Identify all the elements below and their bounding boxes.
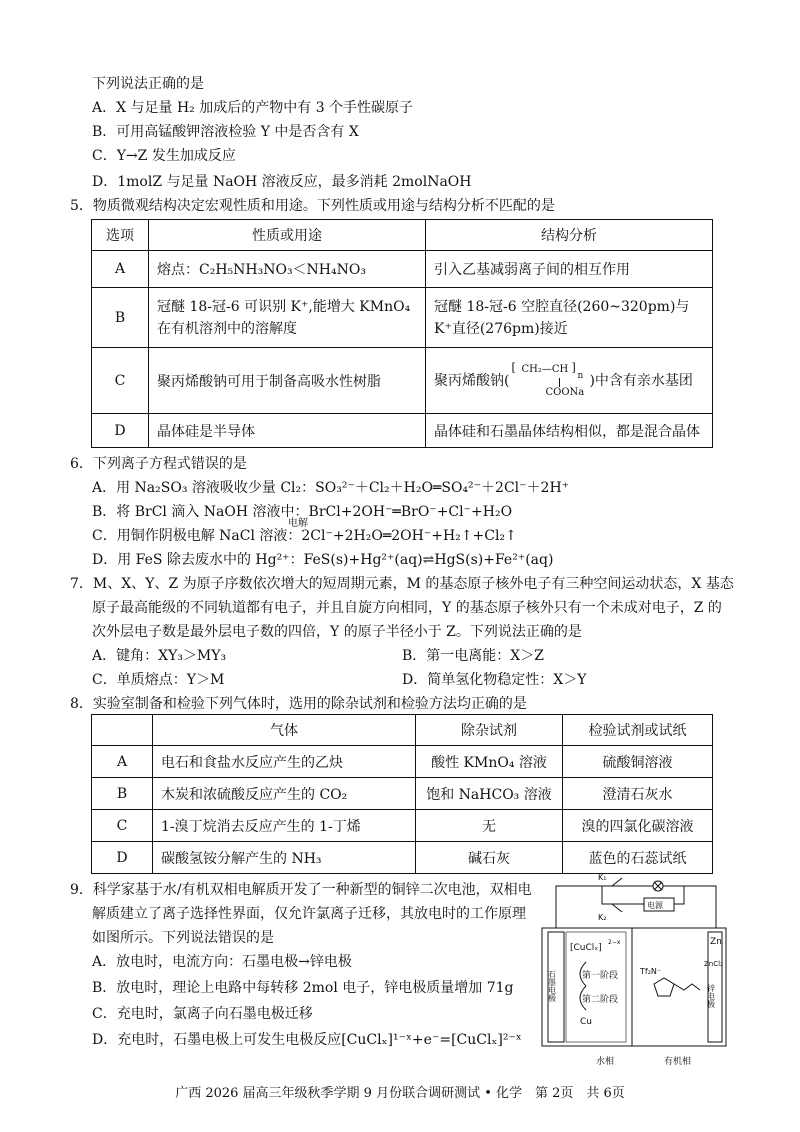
q7-line-3: 次外层电子数是最外层电子数的四倍，Y 的原子半径小于 Z。下列说法正确的是 xyxy=(92,624,582,640)
complex-charge-label: 2−x xyxy=(608,939,621,946)
q6-stem: 6．下列离子方程式错误的是 xyxy=(70,456,247,472)
q8-row-test: 蓝色的石蕊试纸 xyxy=(563,842,713,874)
q5-analysis-suffix: )中含有亲水基团 xyxy=(589,372,693,389)
q5-header-option: 选项 xyxy=(92,220,149,251)
q7-line-1: 7．M、X、Y、Z 为原子序数依次增大的短周期元素，M 的基态原子核外电子有三种空间运动状态，X 基态 xyxy=(70,576,734,592)
q8-row-gas: 1-溴丁烷消去反应产生的 1-丁烯 xyxy=(153,810,416,842)
q8-row-option: A xyxy=(92,746,153,778)
q9-option-a: A．放电时，电流方向：石墨电极→锌电极 xyxy=(92,954,352,970)
q8-row-removal: 无 xyxy=(416,810,563,842)
power-source-label: 电源 xyxy=(647,901,663,910)
formula-bottom: COONa xyxy=(545,386,585,398)
q5-row-option: D xyxy=(92,414,149,448)
stage1-label: 第一阶段 xyxy=(582,971,619,981)
q8-header-row xyxy=(92,715,713,746)
zn-label: Zn xyxy=(710,937,722,947)
complex-label: [CuClₓ] xyxy=(570,943,602,953)
k1-label: K₁ xyxy=(598,874,607,882)
q5-row-analysis: 引入乙基减弱离子间的相互作用 xyxy=(426,251,713,288)
graphite-label-text: 石墨电极 xyxy=(547,970,557,1002)
electrolysis-label: 电解 xyxy=(288,518,308,529)
q8-row-gas: 木炭和浓硫酸反应产生的 CO₂ xyxy=(153,778,416,810)
q5-row-property: 聚丙烯酸钠可用于制备高吸水性树脂 xyxy=(149,348,426,414)
q8-row-test: 硫酸铜溶液 xyxy=(563,746,713,778)
q8-header-option xyxy=(92,715,153,746)
q4-intro: 下列说法正确的是 xyxy=(92,76,204,92)
q5-row-property: 熔点：C₂H₅NH₃NO₃＜NH₄NO₃ xyxy=(149,251,426,288)
stage2-label: 第二阶段 xyxy=(582,995,619,1005)
q7-option-d: D．简单氢化物稳定性：X＞Y xyxy=(402,672,587,688)
alkyl-chain xyxy=(674,984,700,990)
q8-table xyxy=(91,714,713,874)
circuit-wire-top xyxy=(556,886,716,928)
q5-row xyxy=(92,348,713,414)
zinc-label-text: 锌电极 xyxy=(706,984,716,1008)
q9-line-1: 9．科学家基于水/有机双相电解质开发了一种新型的铜锌二次电池，双相电 xyxy=(70,882,532,898)
q4-option-b: B．可用高锰酸钾溶液检验 Y 中是否含有 X xyxy=(92,124,359,140)
imidazolium-ring xyxy=(654,978,674,996)
q5-stem: 5．物质微观结构决定宏观性质和用途。下列性质或用途与结构分析不匹配的是 xyxy=(70,198,555,214)
q5-table xyxy=(91,219,713,448)
q9-line-3: 如图所示。下列说法错误的是 xyxy=(92,930,274,946)
q8-row-gas: 碳酸氢铵分解产生的 NH₃ xyxy=(153,842,416,874)
q8-row xyxy=(92,778,713,810)
q9-option-b: B．放电时，理论上电路中每转移 2mol 电子，锌电极质量增加 71g xyxy=(92,980,514,996)
q6-option-a: A．用 Na₂SO₃ 溶液吸收少量 Cl₂：SO₃²⁻＋Cl₂＋H₂O═SO₄²⁻＋2Cl⁻＋2H⁺ xyxy=(92,480,570,496)
q9-option-d: D．充电时，石墨电极上可发生电极反应[CuClₓ]¹⁻ˣ+e⁻=[CuClₓ]²⁻ˣ xyxy=(92,1032,522,1048)
q8-row-option: C xyxy=(92,810,153,842)
q4-option-c: C．Y→Z 发生加成反应 xyxy=(92,148,236,164)
organic-phase-label: 有机相 xyxy=(664,1057,692,1067)
zncl2-label: ZnCl₂ xyxy=(704,960,723,968)
switch-k2 xyxy=(612,904,622,912)
q6-option-d: D．用 FeS 除去废水中的 Hg²⁺：FeS(s)+Hg²⁺(aq)⇌HgS(s)+Fe²⁺(aq) xyxy=(92,552,554,568)
battery-diagram xyxy=(536,874,732,1074)
q5-row-analysis: 晶体硅和石墨晶体结构相似，都是混合晶体 xyxy=(426,414,713,448)
q4-option-a: A．X 与足量 H₂ 加成后的产物中有 3 个手性碳原子 xyxy=(92,100,414,116)
q5-row xyxy=(92,288,713,348)
q8-row-test: 溴的四氯化碳溶液 xyxy=(563,810,713,842)
aqueous-phase-label: 水相 xyxy=(596,1057,615,1067)
formula-subscript: n xyxy=(577,370,584,381)
switch-k1 xyxy=(612,878,622,886)
q6-option-b: B．将 BrCl 滴入 NaOH 溶液中：BrCl+2OH⁻═BrO⁻+Cl⁻+H₂O xyxy=(92,504,513,520)
q8-header-removal: 除杂试剂 xyxy=(416,715,563,746)
q9-line-2: 解质建立了离子选择性界面，仅允许氯离子迁移，其放电时的工作原理 xyxy=(92,906,526,922)
q7-option-a: A．键角：XY₃＞MY₃ xyxy=(92,648,227,664)
q5-row-option: A xyxy=(92,251,149,288)
q5-row-property: 冠醚 18-冠-6 可识别 K⁺,能增大 KMnO₄ 在有机溶剂中的溶解度 xyxy=(149,288,426,348)
page-footer: 广西 2026 届高三年级秋季学期 9 月份联合调研测试 • 化学 第 2页 共 6页 xyxy=(175,1086,625,1101)
q8-row xyxy=(92,842,713,874)
q4-option-d: D．1molZ 与足量 NaOH 溶液反应，最多消耗 2molNaOH xyxy=(92,174,472,190)
q8-row-removal: 酸性 KMnO₄ 溶液 xyxy=(416,746,563,778)
q5-row xyxy=(92,414,713,448)
q5-row-analysis xyxy=(426,348,713,414)
zinc-electrode-label xyxy=(707,983,716,1009)
q6-option-c: C．用铜作阴极电解 NaCl 溶液：2Cl⁻+2H₂O═2OH⁻+H₂↑+Cl₂↑ xyxy=(92,528,517,544)
q8-row-removal: 饱和 NaHCO₃ 溶液 xyxy=(416,778,563,810)
formula-top: CH₂—CH xyxy=(521,363,569,375)
graphite-electrode-label xyxy=(548,970,557,1003)
q5-row-property: 晶体硅是半导体 xyxy=(149,414,426,448)
q5-row-option: C xyxy=(92,348,149,414)
q8-header-test: 检验试剂或试纸 xyxy=(563,715,713,746)
q5-header-row xyxy=(92,220,713,251)
cu-label: Cu xyxy=(580,1017,592,1027)
q8-row-removal: 碱石灰 xyxy=(416,842,563,874)
q5-row-option: B xyxy=(92,288,149,348)
q5-header-property: 性质或用途 xyxy=(149,220,426,251)
q8-row-option: B xyxy=(92,778,153,810)
q8-header-gas: 气体 xyxy=(153,715,416,746)
q7-line-2: 原子最高能级的不同轨道都有电子，并且自旋方向相同，Y 的基态原子核外只有一个未成对电子，Z 的 xyxy=(92,600,722,616)
q7-option-b: B．第一电离能：X＞Z xyxy=(402,648,544,664)
q8-row-test: 澄清石灰水 xyxy=(563,778,713,810)
q5-analysis-prefix: 聚丙烯酸钠( xyxy=(434,372,510,389)
q9-option-c: C．充电时，氯离子向石墨电极迁移 xyxy=(92,1006,313,1022)
q8-row-option: D xyxy=(92,842,153,874)
q7-option-c: C．单质熔点：Y＞M xyxy=(92,672,225,688)
q8-row xyxy=(92,746,713,778)
polyacrylate-formula: [ CH₂—CH ] n COONa xyxy=(511,360,585,398)
q8-stem: 8．实验室制备和检验下列气体时，选用的除杂试剂和检验方法均正确的是 xyxy=(70,696,527,712)
q8-row-gas: 电石和食盐水反应产生的乙炔 xyxy=(153,746,416,778)
tf2n-label: Tf₂N⁻ xyxy=(640,967,662,976)
q5-row xyxy=(92,251,713,288)
k2-label: K₂ xyxy=(598,913,607,922)
q8-row xyxy=(92,810,713,842)
q5-header-analysis: 结构分析 xyxy=(426,220,713,251)
q5-row-analysis: 冠醚 18-冠-6 空腔直径(260~320pm)与 K⁺直径(276pm)接近 xyxy=(426,288,713,348)
